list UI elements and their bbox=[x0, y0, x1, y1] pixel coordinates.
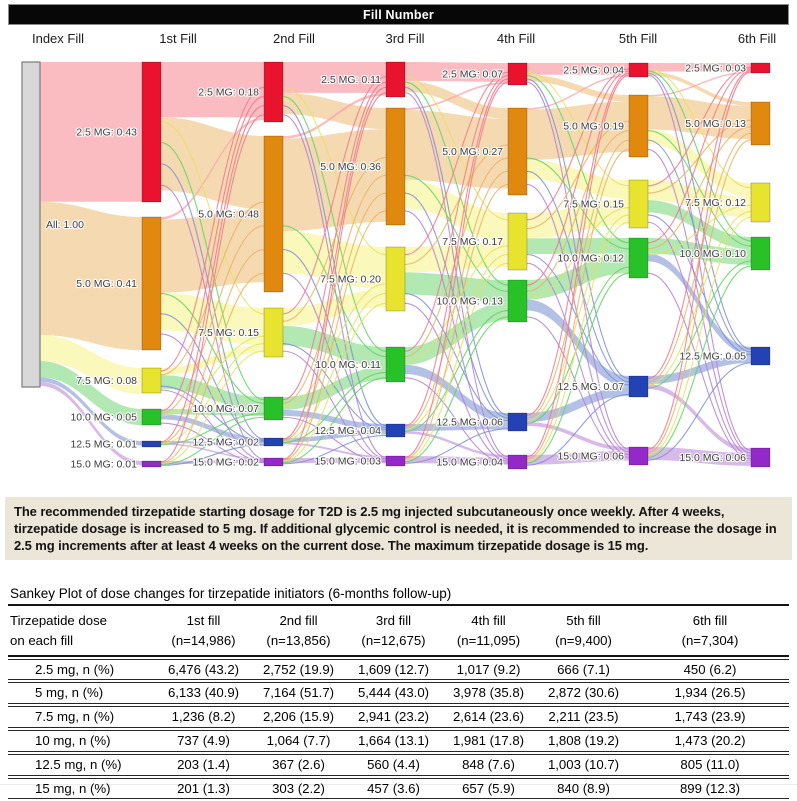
sankey-node-2.5-col3 bbox=[386, 62, 405, 97]
table-col-header-0: 1st fill (n=14,986) bbox=[156, 608, 251, 657]
table-cell: 2,211 (23.5) bbox=[536, 706, 631, 728]
sankey-node-5.0-col6 bbox=[751, 102, 770, 145]
sankey-node-5.0-col2 bbox=[264, 136, 283, 292]
sankey-link bbox=[161, 345, 264, 375]
sankey-node-label: 5.0 MG: 0.27 bbox=[442, 146, 503, 158]
table-cell: 1,236 (8.2) bbox=[156, 706, 251, 728]
table-cell: 3,978 (35.8) bbox=[441, 682, 536, 704]
sankey-node-label: 12.5 MG: 0.06 bbox=[436, 416, 503, 429]
sankey-node-label: 2.5 MG: 0.43 bbox=[76, 126, 137, 139]
sankey-node-label: 10.0 MG: 0.13 bbox=[436, 295, 503, 308]
sankey-column-label-0: Index Fill bbox=[31, 31, 85, 46]
sankey-node-label: 5.0 MG: 0.36 bbox=[320, 161, 381, 173]
table-cell: 1,664 (13.1) bbox=[346, 730, 441, 752]
table-cell: 560 (4.4) bbox=[346, 754, 441, 776]
sankey-node-7.5-col2 bbox=[264, 308, 283, 357]
sankey-node-12.5-col4 bbox=[508, 413, 527, 431]
sankey-node-all-col0 bbox=[22, 62, 40, 387]
table-col-header-3: 4th fill (n=11,095) bbox=[441, 608, 536, 657]
fill-number-title: Fill Number bbox=[363, 7, 434, 22]
table-cell: 666 (7.1) bbox=[536, 659, 631, 681]
table-cell: 657 (5.9) bbox=[441, 778, 536, 800]
sankey-node-label: 15.0 MG: 0.06 bbox=[679, 452, 746, 464]
sankey-column-label-4: 4th Fill bbox=[496, 31, 536, 46]
sankey-column-label-6: 6th Fill bbox=[737, 31, 777, 46]
table-cell: 203 (1.4) bbox=[156, 754, 251, 776]
table-cell: 6,476 (43.2) bbox=[156, 659, 251, 681]
sankey-node-2.5-col1 bbox=[142, 62, 161, 202]
sankey-node-10.0-col3 bbox=[386, 347, 405, 382]
sankey-node-15.0-col4 bbox=[508, 455, 527, 469]
sankey-node-label: 10.0 MG: 0.11 bbox=[315, 359, 381, 371]
sankey-node-2.5-col5 bbox=[629, 63, 648, 77]
sankey-node-label: 7.5 MG: 0.17 bbox=[442, 236, 503, 248]
sankey-node-12.5-col5 bbox=[629, 376, 648, 397]
sankey-column-label-5: 5th Fill bbox=[618, 31, 658, 46]
sankey-node-label: 2.5 MG: 0.07 bbox=[442, 68, 503, 81]
dose-table-body bbox=[8, 659, 789, 800]
table-cell: 2,206 (15.9) bbox=[251, 706, 346, 728]
table-cell: 1,473 (20.2) bbox=[631, 730, 789, 752]
table-cell: 2,752 (19.9) bbox=[251, 659, 346, 681]
sankey-node-label: 10.0 MG: 0.12 bbox=[557, 252, 624, 265]
sankey-column-label-3: 3rd Fill bbox=[385, 31, 425, 46]
table-row bbox=[8, 730, 789, 752]
sankey-node-5.0-col3 bbox=[386, 108, 405, 225]
sankey-column-label-2: 2nd Fill bbox=[273, 31, 315, 46]
sankey-node-12.5-col6 bbox=[751, 347, 770, 365]
table-col-header-5: 6th fill (n=7,304) bbox=[631, 608, 789, 657]
sankey-node-label: 12.5 MG: 0.04 bbox=[314, 425, 381, 437]
sankey-node-label: 15.0 MG: 0.01 bbox=[70, 458, 137, 471]
table-col-header-2: 3rd fill (n=12,675) bbox=[346, 608, 441, 657]
sankey-column-label-1: 1st Fill bbox=[159, 31, 197, 46]
table-row bbox=[8, 778, 789, 800]
table-cell: 450 (6.2) bbox=[631, 659, 789, 681]
table-row-label: 7.5 mg, n (%) bbox=[8, 706, 156, 728]
table-row-header: Tirzepatide dose on each fill bbox=[8, 608, 156, 657]
table-cell: 2,872 (30.6) bbox=[536, 682, 631, 704]
dosage-note: The recommended tirzepatide starting dosage for T2D is 2.5 mg injected subcutaneously once weekly. After 4 weeks, tirzepatide dosage is increased to 5 mg. If additional glycemic control is needed, it is recommended to increase the dosage in 2.5 mg increments after at least 4 weeks on the current dose. The maximum tirzepatide dosage is 15 mg. bbox=[5, 497, 792, 560]
sankey-node-15.0-col3 bbox=[386, 456, 405, 466]
table-cell: 1,934 (26.5) bbox=[631, 682, 789, 704]
table-row bbox=[8, 659, 789, 681]
table-row-label: 10 mg, n (%) bbox=[8, 730, 156, 752]
sankey-node-label: 2.5 MG: 0.18 bbox=[198, 86, 259, 99]
table-cell: 7,164 (51.7) bbox=[251, 682, 346, 704]
sankey-node-label: 7.5 MG: 0.15 bbox=[198, 327, 259, 339]
sankey-node-label: 12.5 MG: 0.07 bbox=[557, 381, 624, 393]
sankey-node-15.0-col1 bbox=[142, 461, 161, 467]
sankey-node-10.0-col5 bbox=[629, 238, 648, 278]
sankey-node-12.5-col1 bbox=[142, 441, 161, 447]
dose-table bbox=[8, 606, 789, 801]
sankey-node-15.0-col6 bbox=[751, 448, 770, 467]
dose-table-head bbox=[8, 608, 789, 657]
table-cell: 737 (4.9) bbox=[156, 730, 251, 752]
table-cell: 5,444 (43.0) bbox=[346, 682, 441, 704]
sankey-link bbox=[405, 365, 508, 422]
table-row bbox=[8, 754, 789, 776]
table-cell: 1,743 (23.9) bbox=[631, 706, 789, 728]
sankey-node-label: 15.0 MG: 0.04 bbox=[436, 456, 503, 469]
table-col-header-4: 5th fill (n=9,400) bbox=[536, 608, 631, 657]
table-cell: 303 (2.2) bbox=[251, 778, 346, 800]
sankey-node-7.5-col3 bbox=[386, 247, 405, 311]
sankey-node-label: 15.0 MG: 0.03 bbox=[314, 455, 381, 468]
sankey-node-label: 10.0 MG: 0.10 bbox=[679, 248, 746, 260]
table-row-label: 2.5 mg, n (%) bbox=[8, 659, 156, 681]
table-cell: 1,981 (17.8) bbox=[441, 730, 536, 752]
sankey-node-label: 5.0 MG: 0.48 bbox=[198, 208, 259, 221]
sankey-link bbox=[283, 367, 386, 411]
sankey-node-15.0-col5 bbox=[629, 447, 648, 465]
sankey-node-label: All: 1.00 bbox=[46, 219, 84, 231]
table-cell: 2,614 (23.6) bbox=[441, 706, 536, 728]
sankey-node-10.0-col4 bbox=[508, 280, 527, 322]
sankey-node-5.0-col4 bbox=[508, 108, 527, 195]
table-cell: 201 (1.3) bbox=[156, 778, 251, 800]
table-cell: 457 (3.6) bbox=[346, 778, 441, 800]
sankey-node-label: 10.0 MG: 0.07 bbox=[192, 403, 259, 415]
table-col-header-1: 2nd fill (n=13,856) bbox=[251, 608, 346, 657]
sankey-node-label: 15.0 MG: 0.06 bbox=[557, 450, 624, 463]
table-cell: 899 (12.3) bbox=[631, 778, 789, 800]
table-cell: 1,017 (9.2) bbox=[441, 659, 536, 681]
sankey-node-7.5-col4 bbox=[508, 213, 527, 270]
sankey-node-15.0-col2 bbox=[264, 458, 283, 466]
table-cell: 1,003 (10.7) bbox=[536, 754, 631, 776]
sankey-node-label: 5.0 MG: 0.13 bbox=[685, 118, 746, 130]
sankey-node-5.0-col5 bbox=[629, 95, 648, 157]
sankey-node-label: 10.0 MG: 0.05 bbox=[70, 411, 137, 424]
sankey-node-label: 12.5 MG: 0.01 bbox=[70, 438, 137, 451]
sankey-node-label: 12.5 MG: 0.05 bbox=[679, 350, 746, 363]
sankey-node-label: 7.5 MG: 0.12 bbox=[685, 197, 746, 209]
table-row-label: 12.5 mg, n (%) bbox=[8, 754, 156, 776]
sankey-node-2.5-col6 bbox=[751, 63, 770, 73]
table-cell: 2,941 (23.2) bbox=[346, 706, 441, 728]
table-cell: 805 (11.0) bbox=[631, 754, 789, 776]
sankey-node-10.0-col6 bbox=[751, 237, 770, 270]
table-cell: 1,808 (19.2) bbox=[536, 730, 631, 752]
sankey-node-label: 5.0 MG: 0.41 bbox=[76, 278, 137, 290]
sankey-node-label: 5.0 MG: 0.19 bbox=[563, 120, 624, 133]
sankey-node-label: 15.0 MG: 0.02 bbox=[192, 456, 259, 469]
sankey-node-label: 7.5 MG: 0.20 bbox=[320, 273, 381, 286]
table-row bbox=[8, 706, 789, 728]
sankey-node-12.5-col2 bbox=[264, 438, 283, 446]
sankey-node-2.5-col4 bbox=[508, 63, 527, 85]
sankey-node-7.5-col1 bbox=[142, 368, 161, 393]
sankey-node-10.0-col1 bbox=[142, 409, 161, 425]
sankey-link bbox=[283, 289, 386, 326]
table-row-label: 5 mg, n (%) bbox=[8, 682, 156, 704]
dose-table-section bbox=[8, 584, 789, 801]
table-cell: 1,609 (12.7) bbox=[346, 659, 441, 681]
table-cell: 6,133 (40.9) bbox=[156, 682, 251, 704]
sankey-node-label: 2.5 MG: 0.03 bbox=[685, 62, 746, 75]
table-row-label: 15 mg, n (%) bbox=[8, 778, 156, 800]
table-cell: 840 (8.9) bbox=[536, 778, 631, 800]
sankey-node-12.5-col3 bbox=[386, 424, 405, 437]
table-cell: 848 (7.6) bbox=[441, 754, 536, 776]
table-cell: 367 (2.6) bbox=[251, 754, 346, 776]
table-row bbox=[8, 682, 789, 704]
sankey-node-label: 12.5 MG: 0.02 bbox=[192, 436, 259, 449]
sankey-node-label: 7.5 MG: 0.08 bbox=[76, 375, 137, 387]
fill-number-header bbox=[8, 4, 789, 25]
sankey-node-10.0-col2 bbox=[264, 397, 283, 420]
sankey-node-2.5-col2 bbox=[264, 62, 283, 122]
table-title: Sankey Plot of dose changes for tirzepatide initiators (6-months follow-up) bbox=[8, 584, 789, 606]
sankey-node-7.5-col6 bbox=[751, 183, 770, 222]
sankey-link bbox=[283, 129, 386, 231]
table-cell: 1,064 (7.7) bbox=[251, 730, 346, 752]
sankey-link bbox=[283, 93, 386, 129]
sankey-node-label: 2.5 MG: 0.04 bbox=[563, 64, 624, 77]
sankey-node-5.0-col1 bbox=[142, 217, 161, 350]
sankey-node-label: 2.5 MG: 0.11 bbox=[321, 74, 381, 86]
sankey-link bbox=[648, 384, 751, 453]
sankey-node-7.5-col5 bbox=[629, 180, 648, 228]
sankey-node-label: 7.5 MG: 0.15 bbox=[563, 198, 624, 211]
